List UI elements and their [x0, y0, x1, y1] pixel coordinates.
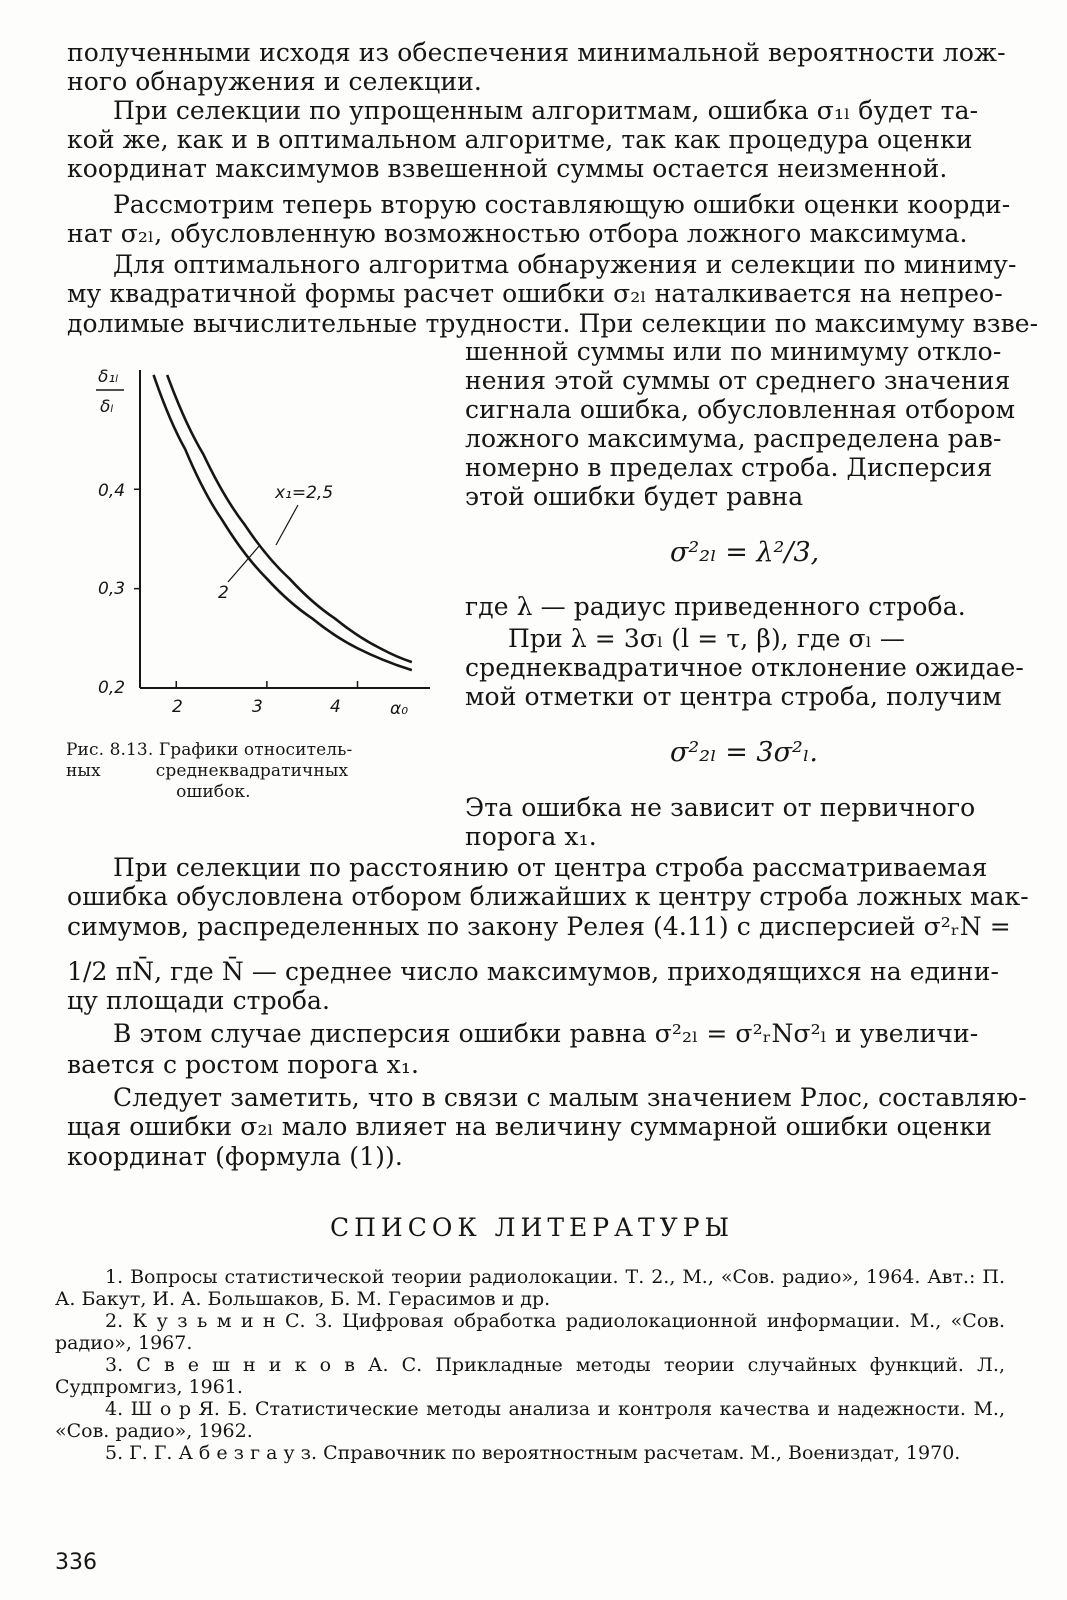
- x-tick-label: 2: [172, 697, 183, 717]
- references-heading: СПИСОК ЛИТЕРАТУРЫ: [330, 1213, 735, 1242]
- formula: σ²₂ₗ = λ²/3,: [670, 537, 820, 568]
- figure-caption: [66, 740, 352, 803]
- text-line: мой отметки от центра строба, получим: [465, 682, 1002, 711]
- chart-marks: [134, 375, 412, 688]
- caption-line: ных среднеквадратичных: [66, 761, 349, 781]
- y-tick-label: 0,2: [98, 678, 126, 698]
- curve-label-x1: x₁=2,5: [275, 483, 334, 503]
- y-tick-label: 0,4: [98, 481, 126, 501]
- text-line: При селекции по расстоянию от центра строба рассматриваемая: [113, 853, 988, 882]
- reference-item: 3. С в е ш н и к о в А. С. Прикладные методы теории случайных функций. Л., Судпромгиз, 1961.: [55, 1354, 1005, 1398]
- text-line: При λ = 3σₗ (l = τ, β), где σₗ —: [508, 624, 906, 653]
- reference-item: 5. Г. Г. А б е з г а у з. Справочник по вероятностным расчетам. М., Воениздат, 1970.: [105, 1442, 961, 1464]
- text-line: нат σ₂ₗ, обусловленную возможностью отбора ложного максимума.: [67, 219, 968, 248]
- x-axis-label: α₀: [390, 699, 409, 719]
- text-line: полученными исходя из обеспечения минимальной вероятности лож-: [67, 38, 1006, 67]
- text-line: В этом случае дисперсия ошибки равна σ²₂ₗ = σ²ᵣNσ²ₗ и увеличи-: [113, 1019, 979, 1048]
- figure-8-13: [80, 360, 440, 720]
- text-line: номерно в пределах строба. Дисперсия: [465, 453, 993, 482]
- text-line: Следует заметить, что в связи с малым значением Pлос, составляю-: [113, 1083, 1027, 1112]
- text-line: среднеквадратичное отклонение ожидае-: [465, 653, 1024, 682]
- text-line: щая ошибки σ₂ₗ мало влияет на величину суммарной ошибки оценки: [67, 1112, 992, 1141]
- references-list: [55, 1266, 1005, 1464]
- page-number: 336: [55, 1550, 97, 1575]
- text-line: координат (формула (1)).: [67, 1142, 403, 1171]
- text-line: шенной суммы или по минимуму откло-: [465, 337, 1002, 366]
- text-line: сигнала ошибка, обусловленная отбором: [465, 395, 1016, 424]
- text-line: Эта ошибка не зависит от первичного: [465, 793, 976, 822]
- text-line: вается с ростом порога x₁.: [67, 1050, 419, 1079]
- text-line: нения этой суммы от среднего значения: [465, 366, 1011, 395]
- text-line: симумов, распределенных по закону Релея (4.11) с дисперсией σ²ᵣN =: [67, 912, 1011, 941]
- caption-line: ошибок.: [66, 782, 251, 802]
- x-tick-label: 4: [330, 697, 341, 717]
- text-line: Для оптимального алгоритма обнаружения и селекции по миниму-: [113, 250, 1017, 279]
- caption-line: Рис. 8.13. Графики относитель-: [66, 740, 353, 760]
- y-label-top: δ₁ₗ: [98, 367, 119, 387]
- series-line-2: [154, 375, 412, 670]
- y-tick-label: 0,3: [98, 579, 126, 599]
- text-line: ошибка обусловлена отбором ближайших к центру строба ложных мак-: [67, 882, 1029, 911]
- reference-item: 4. Ш о р Я. Б. Статистические методы анализа и контроля качества и надежности. М., «Сов. радио», 1962.: [55, 1398, 1005, 1442]
- text-line: При селекции по упрощенным алгоритмам, ошибка σ₁ₗ будет та-: [113, 96, 979, 125]
- formula: σ²₂ₗ = 3σ²ₗ.: [670, 737, 818, 768]
- text-line: 1/2 πN̄, где N̄ — среднее число максимумов, приходящихся на едини-: [67, 957, 1000, 986]
- text-line: кой же, как и в оптимальном алгоритме, так как процедура оценки: [67, 125, 973, 154]
- y-label-bottom: δₗ: [100, 397, 114, 417]
- x-tick-label: 3: [252, 697, 263, 717]
- text-line: порога x₁.: [465, 822, 597, 851]
- text-line: ложного максимума, распределена рав-: [465, 424, 1002, 453]
- reference-item: 1. Вопросы статистической теории радиолокации. Т. 2., М., «Сов. радио», 1964. Авт.: П. А. Бакут, И. А. Большаков, Б. М. Герасимов и др.: [55, 1266, 1005, 1310]
- text-line: этой ошибки будет равна: [465, 482, 804, 511]
- curve-label-leader: [276, 505, 298, 545]
- text-line: где λ — радиус приведенного строба.: [465, 592, 966, 621]
- curve-label-2: 2: [218, 583, 229, 603]
- text-line: ного обнаружения и селекции.: [67, 67, 482, 96]
- text-line: Рассмотрим теперь вторую составляющую ошибки оценки коорди-: [113, 190, 1011, 219]
- text-line: долимые вычислительные трудности. При селекции по максимуму взве-: [67, 309, 1039, 338]
- reference-item: 2. К у з ь м и н С. З. Цифровая обработка радиолокационной информации. М., «Сов. радио», 1967.: [55, 1310, 1005, 1354]
- text-line: координат максимумов взвешенной суммы остается неизменной.: [67, 154, 948, 183]
- text-line: му квадратичной формы расчет ошибки σ₂ₗ наталкивается на непрео-: [67, 279, 1003, 308]
- series-line-1: [167, 375, 412, 662]
- text-line: цу площади строба.: [67, 986, 331, 1015]
